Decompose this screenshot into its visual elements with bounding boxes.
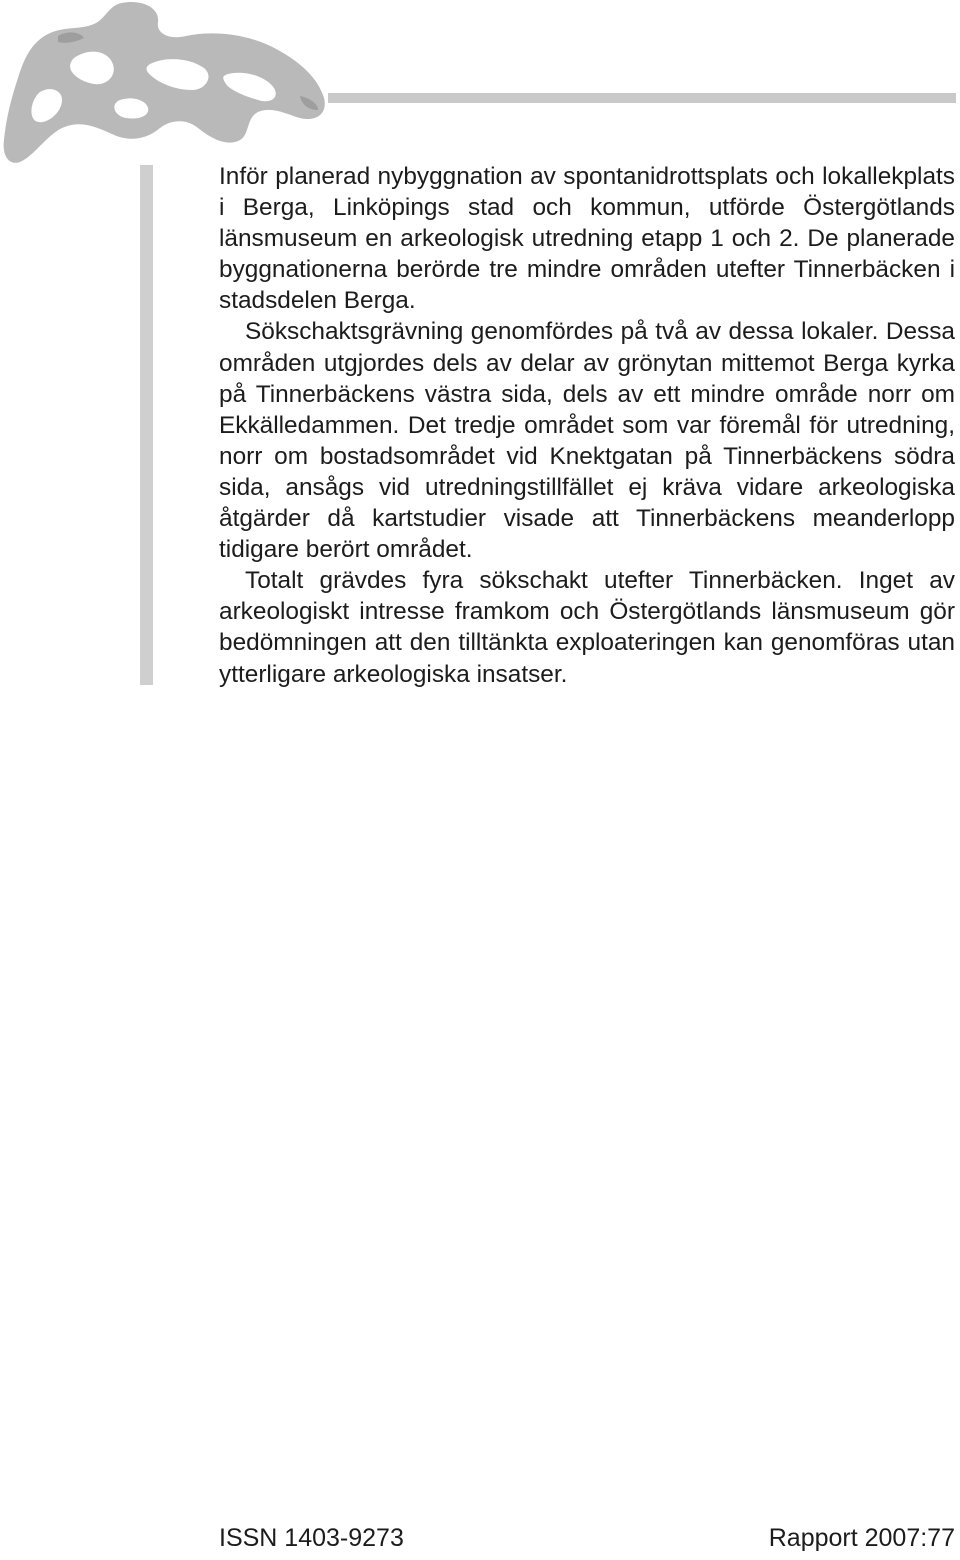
issn-number: ISSN 1403-9273: [219, 1524, 404, 1552]
abstract-text: [219, 161, 955, 690]
header-rule: [328, 93, 956, 103]
abstract-paragraph-1: Inför planerad nybyggnation av spontanidrottsplats och lokallekplats i Berga, Linköpings stad och kommun, utförde Östergötlands länsmuseum en arkeologisk utredning etapp 1 och 2. De planerade byggnationerna berörde tre mindre områden utefter Tinnerbäcken i stadsdelen Berga.: [219, 163, 955, 315]
abstract-paragraph-3: Totalt grävdes fyra sökschakt utefter Tinnerbäcken. Inget av arkeologiskt intresse framkom och Östergötlands länsmuseum gör bedömningen att den tilltänkta exploateringen kan genomföras utan ytterligare arkeologiska insatser.: [219, 567, 955, 688]
abstract-paragraph-2: Sökschaktsgrävning genomfördes på två av dessa lokaler. Dessa områden utgjordes dels av delar av grönytan mittemot Berga kyrka på Tinnerbäckens västra sida, dels av ett mindre område norr om Ekkälledammen. Det tredje området som var föremål för utredning, norr om bostadsområdet vid Knektgatan på Tinnerbäckens södra sida, ansågs vid utredningstillfället ej kräva vidare arkeologiska åtgärder då kartstudier visade att Tinnerbäckens meanderlopp tidigare berört området.: [219, 318, 955, 564]
logo-icon: [0, 0, 330, 175]
report-number: Rapport 2007:77: [768, 1524, 955, 1552]
side-accent-bar: [140, 165, 153, 685]
